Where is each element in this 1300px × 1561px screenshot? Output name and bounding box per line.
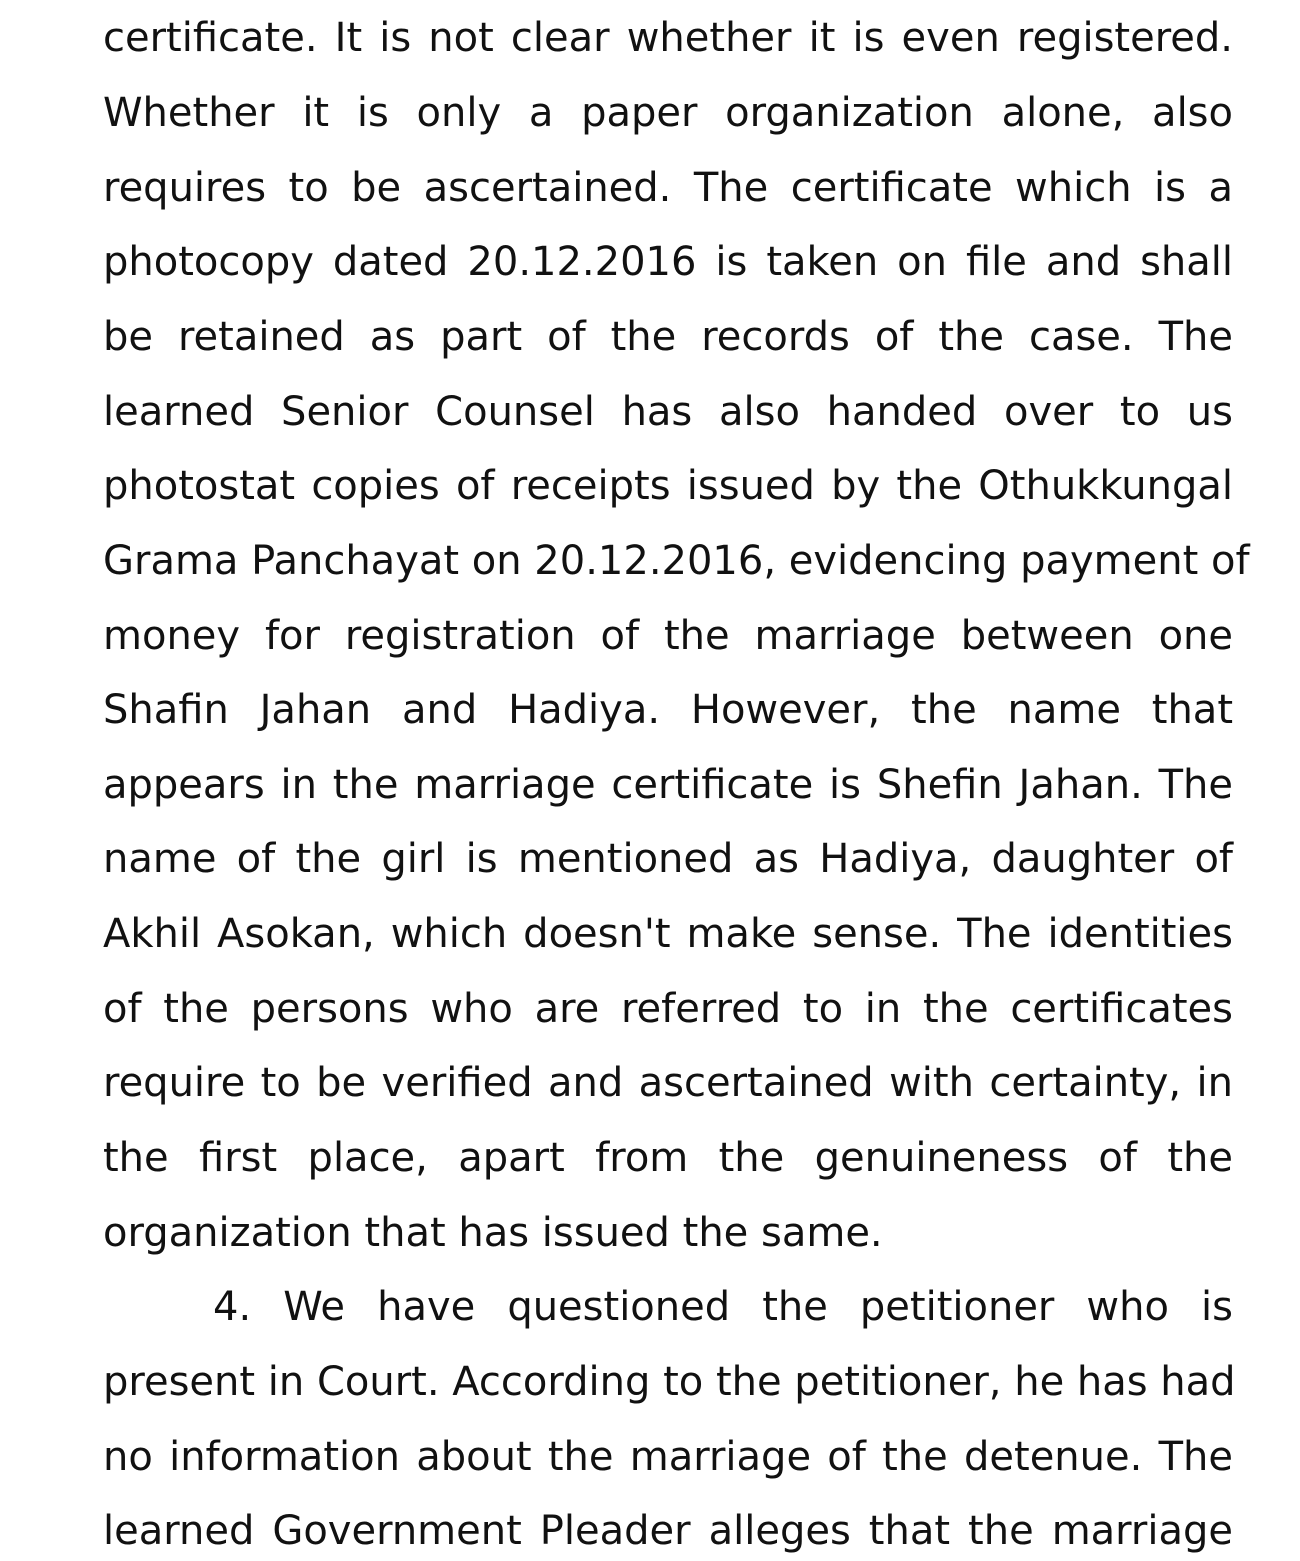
text-line: the first place, apart from the genuineness of the (103, 1135, 1233, 1181)
text-line: photostat copies of receipts issued by the Othukkungal (103, 463, 1233, 509)
text-line: certificate. It is not clear whether it is even registered. (103, 15, 1233, 61)
text-line: photocopy dated 20.12.2016 is taken on file and shall (103, 239, 1233, 285)
text-line: requires to be ascertained. The certificate which is a (103, 165, 1233, 211)
text-line: Grama Panchayat on 20.12.2016, evidencing payment of (103, 538, 1250, 584)
text-line: organization that has issued the same. (103, 1210, 883, 1256)
text-line: be retained as part of the records of the case. The (103, 314, 1233, 360)
text-line: present in Court. According to the petitioner, he has had (103, 1359, 1236, 1405)
text-line: no information about the marriage of the detenue. The (103, 1434, 1233, 1480)
text-line: of the persons who are referred to in the certificates (103, 986, 1233, 1032)
text-line: learned Senior Counsel has also handed over to us (103, 389, 1233, 435)
text-line: appears in the marriage certificate is Shefin Jahan. The (103, 762, 1233, 808)
text-line: Akhil Asokan, which doesn't make sense. The identities (103, 911, 1233, 957)
text-line: Whether it is only a paper organization alone, also (103, 90, 1233, 136)
paragraph-start-line: 4. We have questioned the petitioner who is (213, 1284, 1233, 1330)
text-line: require to be verified and ascertained with certainty, in (103, 1060, 1233, 1106)
text-line: Shafin Jahan and Hadiya. However, the name that (103, 687, 1233, 733)
text-line: name of the girl is mentioned as Hadiya, daughter of (103, 836, 1233, 882)
text-line: money for registration of the marriage between one (103, 613, 1233, 659)
text-line: learned Government Pleader alleges that the marriage (103, 1508, 1233, 1554)
